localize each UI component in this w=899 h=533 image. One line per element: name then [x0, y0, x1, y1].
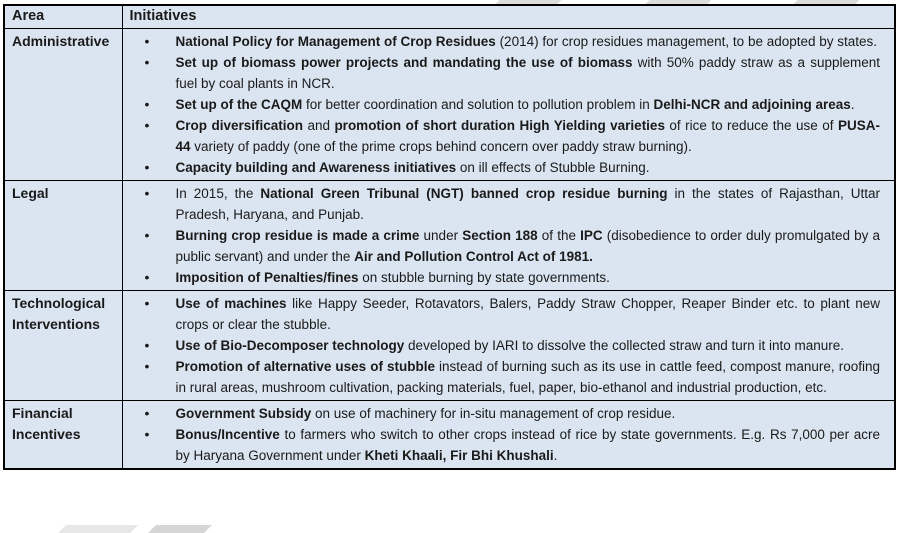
bullet-item	[123, 31, 895, 52]
bullet-item	[123, 52, 895, 94]
bullet-icon: •	[144, 405, 150, 421]
table-row	[4, 181, 895, 291]
bullet-icon: •	[144, 33, 150, 49]
header-area: Area	[4, 5, 122, 29]
bullet-icon: •	[144, 159, 150, 175]
bullet-text: Government Subsidy on use of machinery for in-situ management of crop residue.	[175, 406, 676, 421]
table-header	[4, 5, 895, 29]
bullet-icon: •	[144, 295, 150, 311]
initiatives-cell	[122, 401, 895, 470]
bullet-text: Use of Bio-Decomposer technology developed by IARI to dissolve the collected straw and turn it into manure.	[175, 338, 845, 353]
bullet-text: Set up of biomass power projects and mandating the use of biomass with 50% paddy straw as a supplement fuel by coal plants in NCR.	[175, 55, 880, 91]
bullet-text: National Policy for Management of Crop Residues (2014) for crop residues management, to be adopted by states.	[175, 34, 878, 49]
bullet-icon: •	[144, 337, 150, 353]
table-row	[4, 401, 895, 470]
bullet-icon: •	[144, 185, 150, 201]
bullet-item	[123, 403, 895, 424]
bullet-item	[123, 183, 895, 225]
bullet-text: Imposition of Penalties/fines on stubble burning by state governments.	[175, 270, 610, 285]
bullet-item	[123, 225, 895, 267]
table-body	[4, 29, 895, 470]
bullet-item	[123, 267, 895, 288]
bullet-text: Promotion of alternative uses of stubble instead of burning such as its use in cattle feed, compost manure, roofing in rural areas, mushroom cultivation, packing materials, fuel, paper, bio-ethanol and industrial production, etc.	[175, 359, 880, 395]
bullet-text: Capacity building and Awareness initiatives on ill effects of Stubble Burning.	[175, 160, 650, 175]
bullet-icon: •	[144, 227, 150, 243]
initiatives-table	[3, 4, 896, 470]
bullet-icon: •	[144, 54, 150, 70]
bullet-text: Use of machines like Happy Seeder, Rotavators, Balers, Paddy Straw Chopper, Reaper Binder etc. to plant new crops or clear the stubble.	[175, 296, 880, 332]
table-row	[4, 29, 895, 181]
bullet-icon: •	[144, 358, 150, 374]
bullet-text: Crop diversification and promotion of short duration High Yielding varieties of rice to reduce the use of PUSA-44 variety of paddy (one of the prime crops behind concern over paddy straw burning).	[175, 118, 880, 154]
bullet-item	[123, 424, 895, 466]
bullet-icon: •	[144, 117, 150, 133]
bullet-item	[123, 115, 895, 157]
bullet-text: In 2015, the National Green Tribunal (NGT) banned crop residue burning in the states of Rajasthan, Uttar Pradesh, Haryana, and Punjab.	[175, 186, 880, 222]
bullet-icon: •	[144, 96, 150, 112]
area-cell: Administrative	[4, 29, 122, 181]
table-row	[4, 291, 895, 401]
bullet-item	[123, 157, 895, 178]
bullet-icon: •	[144, 269, 150, 285]
bullet-item	[123, 94, 895, 115]
watermark-shape	[148, 525, 212, 533]
area-cell: Technological Interventions	[4, 291, 122, 401]
bullet-item	[123, 335, 895, 356]
area-cell: Legal	[4, 181, 122, 291]
bullet-text: Burning crop residue is made a crime under Section 188 of the IPC (disobedience to order duly promulgated by a public servant) and under the Air and Pollution Control Act of 1981.	[175, 228, 881, 264]
header-initiatives: Initiatives	[122, 5, 895, 29]
initiatives-cell	[122, 291, 895, 401]
area-cell: Financial Incentives	[4, 401, 122, 470]
bullet-item	[123, 356, 895, 398]
bullet-item	[123, 293, 895, 335]
initiatives-cell	[122, 181, 895, 291]
bullet-text: Set up of the CAQM for better coordination and solution to pollution problem in Delhi-NCR and adjoining areas.	[175, 97, 855, 112]
bullet-icon: •	[144, 426, 150, 442]
initiatives-cell	[122, 29, 895, 181]
watermark-shape	[58, 525, 138, 533]
header-row	[4, 5, 895, 29]
bullet-text: Bonus/Incentive to farmers who switch to other crops instead of rice by state governments. E.g. Rs 7,000 per acre by Haryana Government under Kheti Khaali, Fir Bhi Khushali.	[175, 427, 880, 463]
